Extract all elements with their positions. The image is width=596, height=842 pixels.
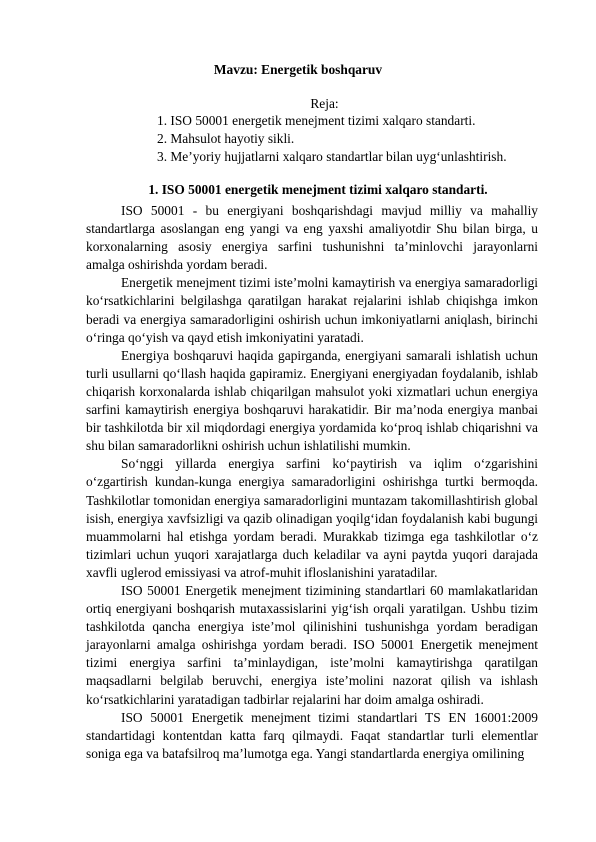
- plan-list: [157, 112, 507, 167]
- plan-item: 3. Me’yoriy hujjatlarni xalqaro standartlar bilan uyg‘unlashtirish.: [157, 149, 507, 165]
- paragraph: So‘nggi yillarda energiya sarfini ko‘paytirish va iqlim o‘zgarishini o‘zgartirish kundan-kunga energiya samaradorligini oshirishga turtki bermoqda. Tashkilotlar tomonidan energiya samaradorligini muntazam takomillashtirish global isish, energiya xavfsizligi va qazib olinadigan yoqilg‘idan foydalanish kabi bugungi muammolarni hal etishga yordam beradi. Murakkab tizimga ega tashkilotlar o‘z tizimlari uchun yuqori xarajatlarga duch keladilar va ayni paytda yuqori darajada xavfli uglerod emissiyasi va atrof-muhit ifloslanishini yaratadilar.: [86, 456, 538, 580]
- body-text: [86, 202, 538, 763]
- paragraph: ISO 50001 Energetik menejment tizimi standartlari TS EN 16001:2009 standartidagi kontentdan katta farq qilmaydi. Faqat standartlar turli elementlar soniga ega va batafsilroq ma’lumotga ega. Yangi standartlarda energiya omilining: [86, 709, 538, 761]
- document-title: Mavzu: Energetik boshqaruv: [213, 62, 383, 77]
- paragraph: Energetik menejment tizimi iste’molni kamaytirish va energiya samaradorligi ko‘rsatkichlarini belgilashga qaratilgan harakat rejalarini ishlab chiqishga imkon beradi va energiya samaradorligini oshirish uchun imkoniyatlarni aniqlash, birinchi o‘ringa qo‘yish va qayd etish imkoniyatini yaratadi.: [86, 275, 538, 345]
- plan-item: 1. ISO 50001 energetik menejment tizimi xalqaro standarti.: [157, 113, 476, 128]
- paragraph: Energiya boshqaruvi haqida gapirganda, energiyani samarali ishlatish uchun turli usullarni qo‘llash haqida gapiramiz. Energiyani energiyadan foydalanib, ishlab chiqarish korxonalarda ishlab chiqarilgan mahsulot yoki xizmatlari uchun energiya sarfini kamaytirish energiya boshqaruvi harakatidir. Bir ma’noda energiya manbai bir tashkilotda bir xil miqdordagi energiya yordamida ko‘proq ishlab chiqarishni va shu bilan samaradorlikni oshirish uchun ishlatilishi mumkin.: [86, 347, 538, 454]
- paragraph: ISO 50001 Energetik menejment tizimining standartlari 60 mamlakatlaridan ortiq energiyani boshqarish mutaxassislarini yig‘ish orqali yaratilgan. Ushbu tizim tashkilotda qancha energiya iste’mol qilinishini tushunishga yordam beradigan jarayonlarni amalga oshirishga yordam beradi. ISO 50001 Energetik menejment tizimi energiya sarfini ta’minlaydigan, iste’molni kamaytirishga qaratilgan maqsadlarni belgilab beruvchi, energiya iste’molini nazorat qilish va ishlash ko‘rsatkichlarini yaratadigan tadbirlar rejalarini har doim amalga oshiradi.: [86, 582, 538, 707]
- plan-item: 2. Mahsulot hayotiy sikli.: [157, 131, 295, 147]
- section-title: 1. ISO 50001 energetik menejment tizimi xalqaro standarti.: [148, 182, 488, 197]
- paragraph: ISO 50001 - bu energiyani boshqarishdagi mavjud milliy va mahalliy standartlarga asoslangan eng yangi va eng yaxshi amaliyotdir Shu bilan birga, u korxonalarning asosiy energiya sarfini tushunishni ta’minlovchi jarayonlarni amalga oshirishda yordam beradi.: [86, 203, 538, 273]
- plan-heading: Reja:: [310, 96, 339, 111]
